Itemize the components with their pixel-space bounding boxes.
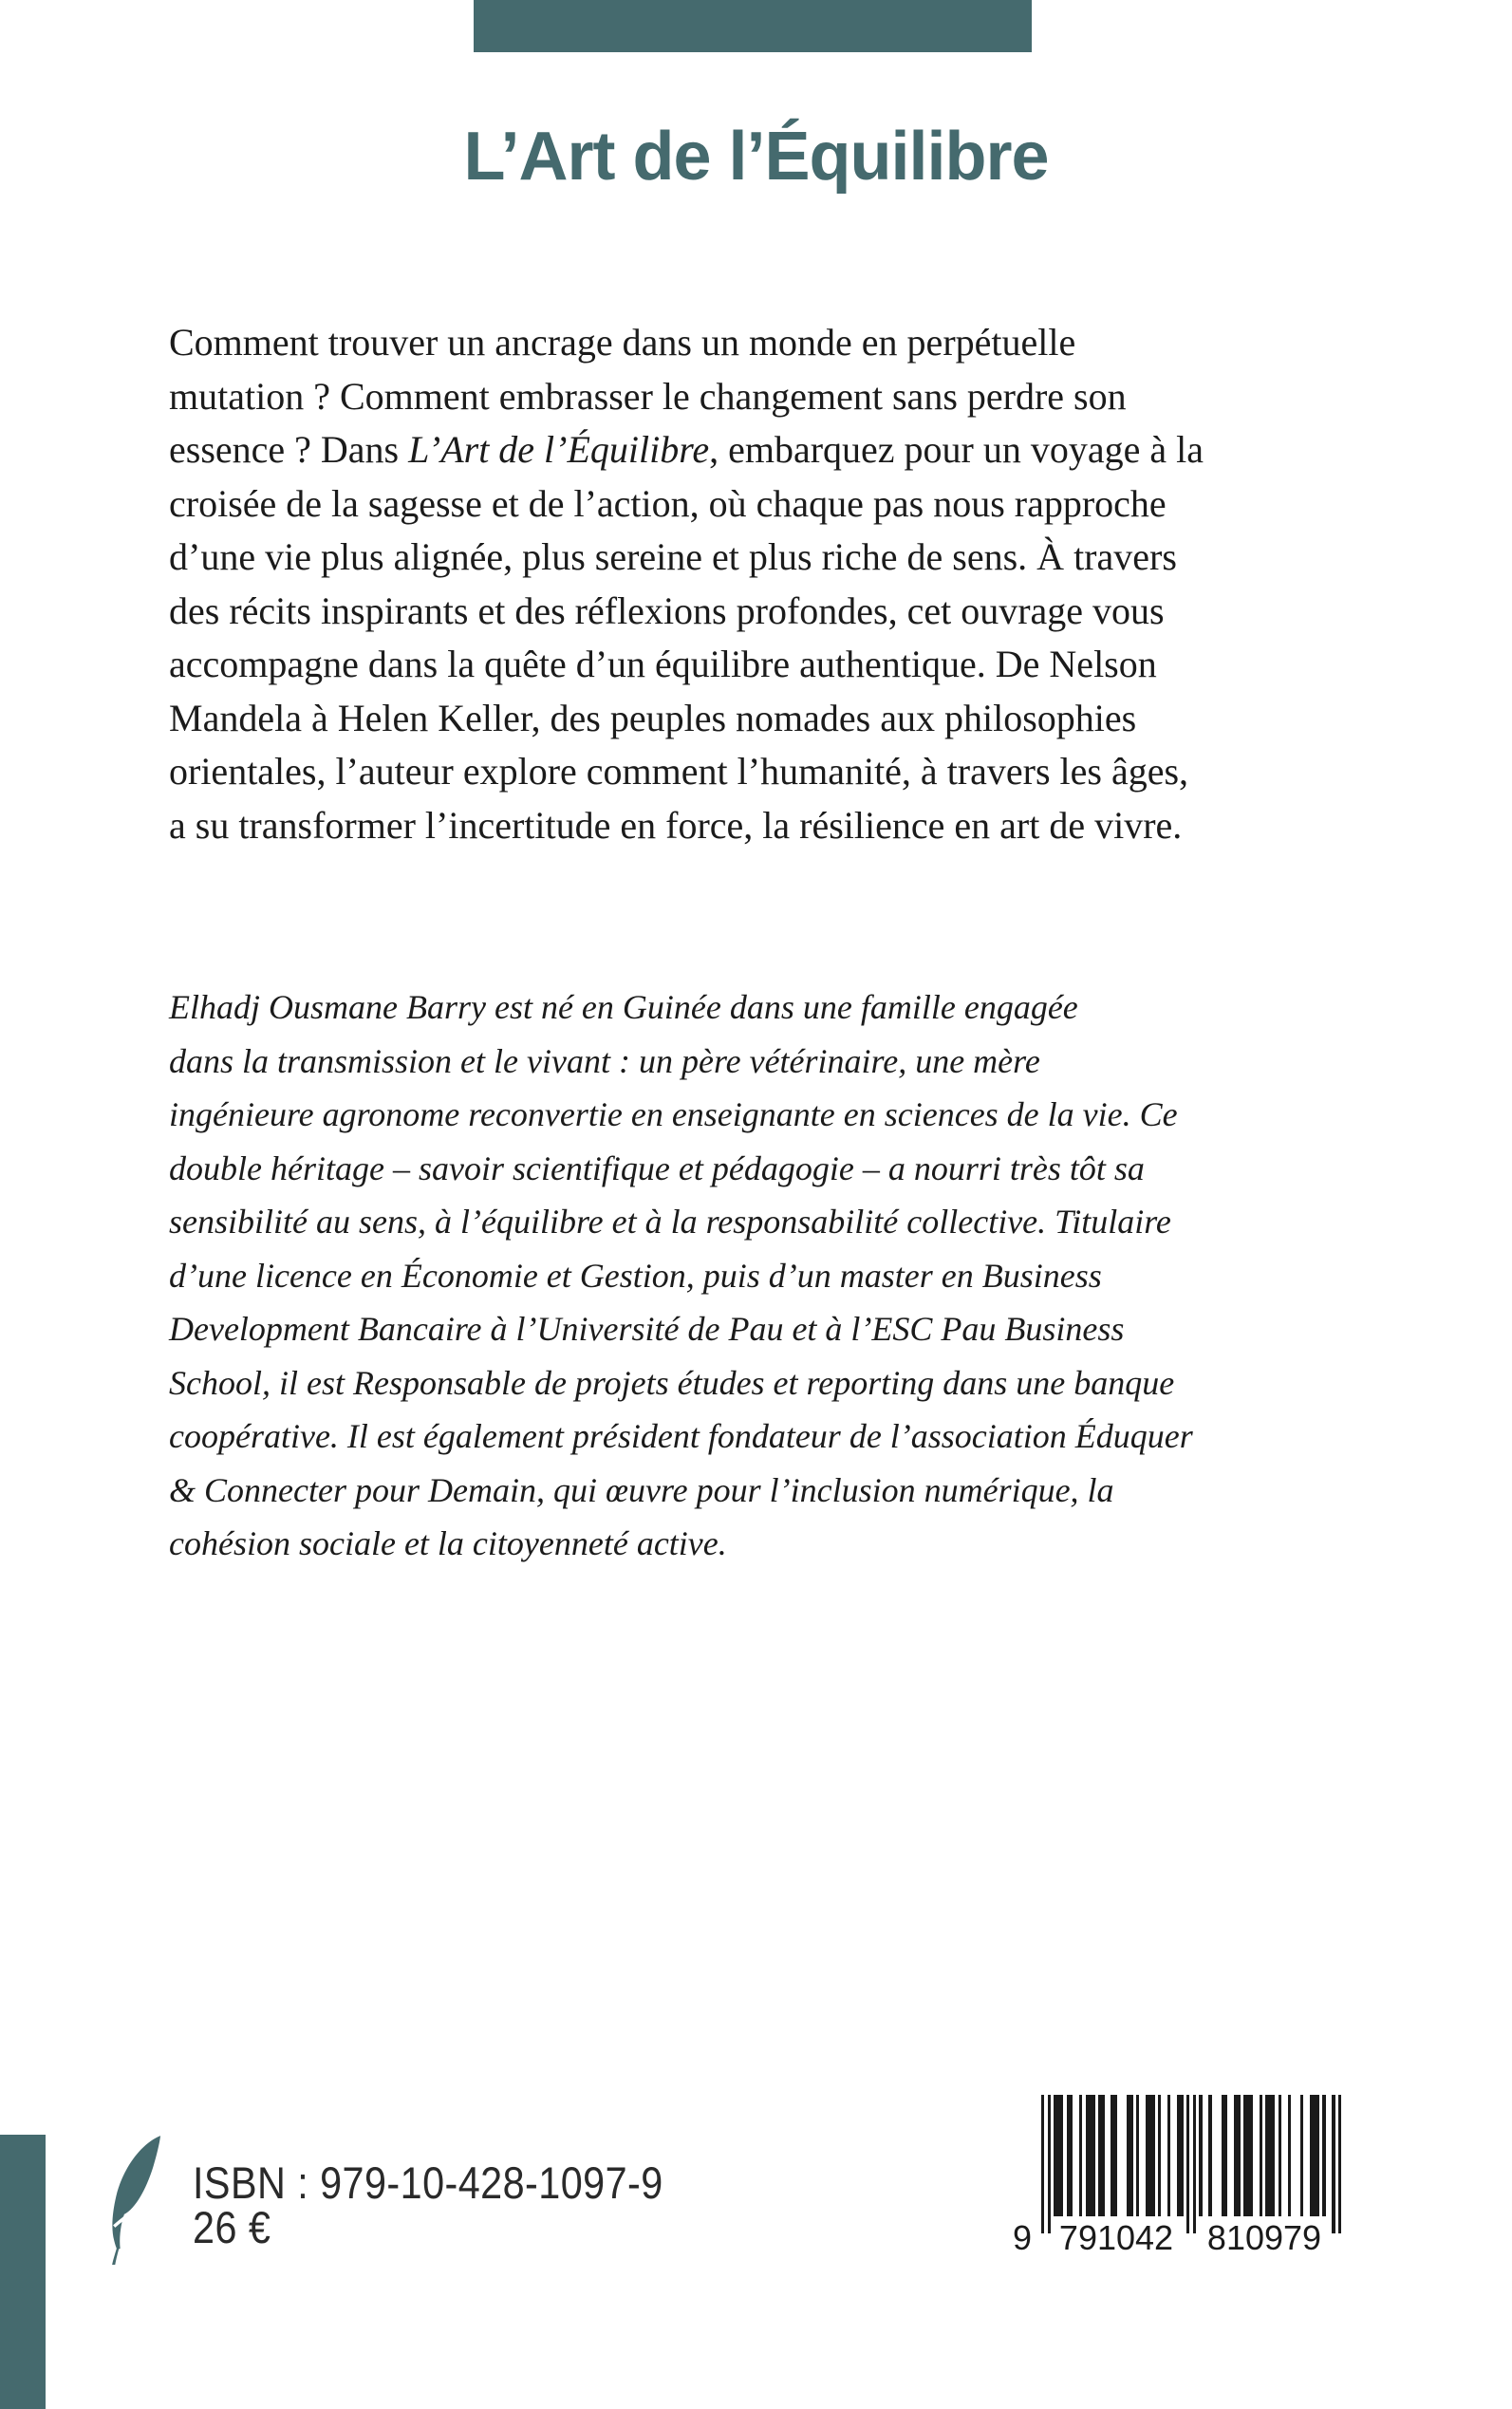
left-accent-stripe bbox=[0, 2135, 46, 2409]
synopsis-line: essence ? Dans L’Art de l’Équilibre, embarquez pour un voyage à la bbox=[169, 428, 1204, 471]
barcode bbox=[1013, 2095, 1345, 2285]
barcode-bars bbox=[1041, 2095, 1345, 2233]
synopsis-line: accompagne dans la quête d’un équilibre authentique. De Nelson bbox=[169, 643, 1157, 685]
synopsis-line: a su transformer l’incertitude en force, la résilience en art de vivre. bbox=[169, 803, 1183, 847]
synopsis-line: Comment trouver un ancrage dans un monde en perpétuelle bbox=[169, 321, 1076, 364]
bio-line: School, il est Responsable de projets études et reporting dans une banque bbox=[169, 1363, 1175, 1402]
bio-line: Elhadj Ousmane Barry est né en Guinée dans une famille engagée bbox=[169, 988, 1078, 1026]
bio-line: dans la transmission et le vivant : un père vétérinaire, une mère bbox=[169, 1041, 1040, 1080]
barcode-digits-left: 791042 bbox=[1058, 2218, 1174, 2257]
isbn-price-block bbox=[193, 2157, 663, 2252]
synopsis-line: d’une vie plus alignée, plus sereine et plus riche de sens. À travers bbox=[169, 535, 1177, 578]
top-accent-bar bbox=[474, 0, 1032, 52]
author-bio-paragraph bbox=[169, 980, 1353, 1571]
bio-line: sensibilité au sens, à l’équilibre et à la responsabilité collective. Titulaire bbox=[169, 1203, 1171, 1241]
synopsis-line: mutation ? Comment embrasser le changement sans perdre son bbox=[169, 374, 1127, 418]
bio-line: ingénieure agronome reconvertie en enseignante en sciences de la vie. Ce bbox=[169, 1095, 1178, 1133]
isbn-text: ISBN : 979-10-428-1097-9 bbox=[193, 2157, 663, 2208]
barcode-bar bbox=[1338, 2095, 1341, 2233]
synopsis-line: Mandela à Helen Keller, des peuples nomades aux philosophies bbox=[169, 696, 1137, 739]
bio-line: & Connecter pour Demain, qui œuvre pour l’inclusion numérique, la bbox=[169, 1470, 1114, 1509]
synopsis-line: des récits inspirants et des réflexions profondes, cet ouvrage vous bbox=[169, 588, 1165, 632]
book-title: L’Art de l’Équilibre bbox=[463, 119, 1049, 195]
barcode-digits-right: 810979 bbox=[1206, 2218, 1322, 2257]
bio-line: cohésion sociale et la citoyenneté active. bbox=[169, 1524, 727, 1562]
bio-line: Development Bancaire à l’Université de Pau et à l’ESC Pau Business bbox=[169, 1310, 1125, 1348]
synopsis-paragraph bbox=[169, 316, 1353, 852]
synopsis-line: croisée de la sagesse et de l’action, où chaque pas nous rapproche bbox=[169, 481, 1167, 525]
quill-feather-icon bbox=[104, 2134, 165, 2265]
price-text: 26 € bbox=[193, 2202, 271, 2252]
barcode-digit-first: 9 bbox=[1013, 2218, 1033, 2257]
bio-line: double héritage – savoir scientifique et pédagogie – a nourri très tôt sa bbox=[169, 1148, 1145, 1187]
bio-line: d’une licence en Économie et Gestion, puis d’un master en Business bbox=[169, 1256, 1102, 1295]
synopsis-line: orientales, l’auteur explore comment l’humanité, à travers les âges, bbox=[169, 750, 1189, 793]
bio-line: coopérative. Il est également président fondateur de l’association Éduquer bbox=[169, 1417, 1193, 1455]
